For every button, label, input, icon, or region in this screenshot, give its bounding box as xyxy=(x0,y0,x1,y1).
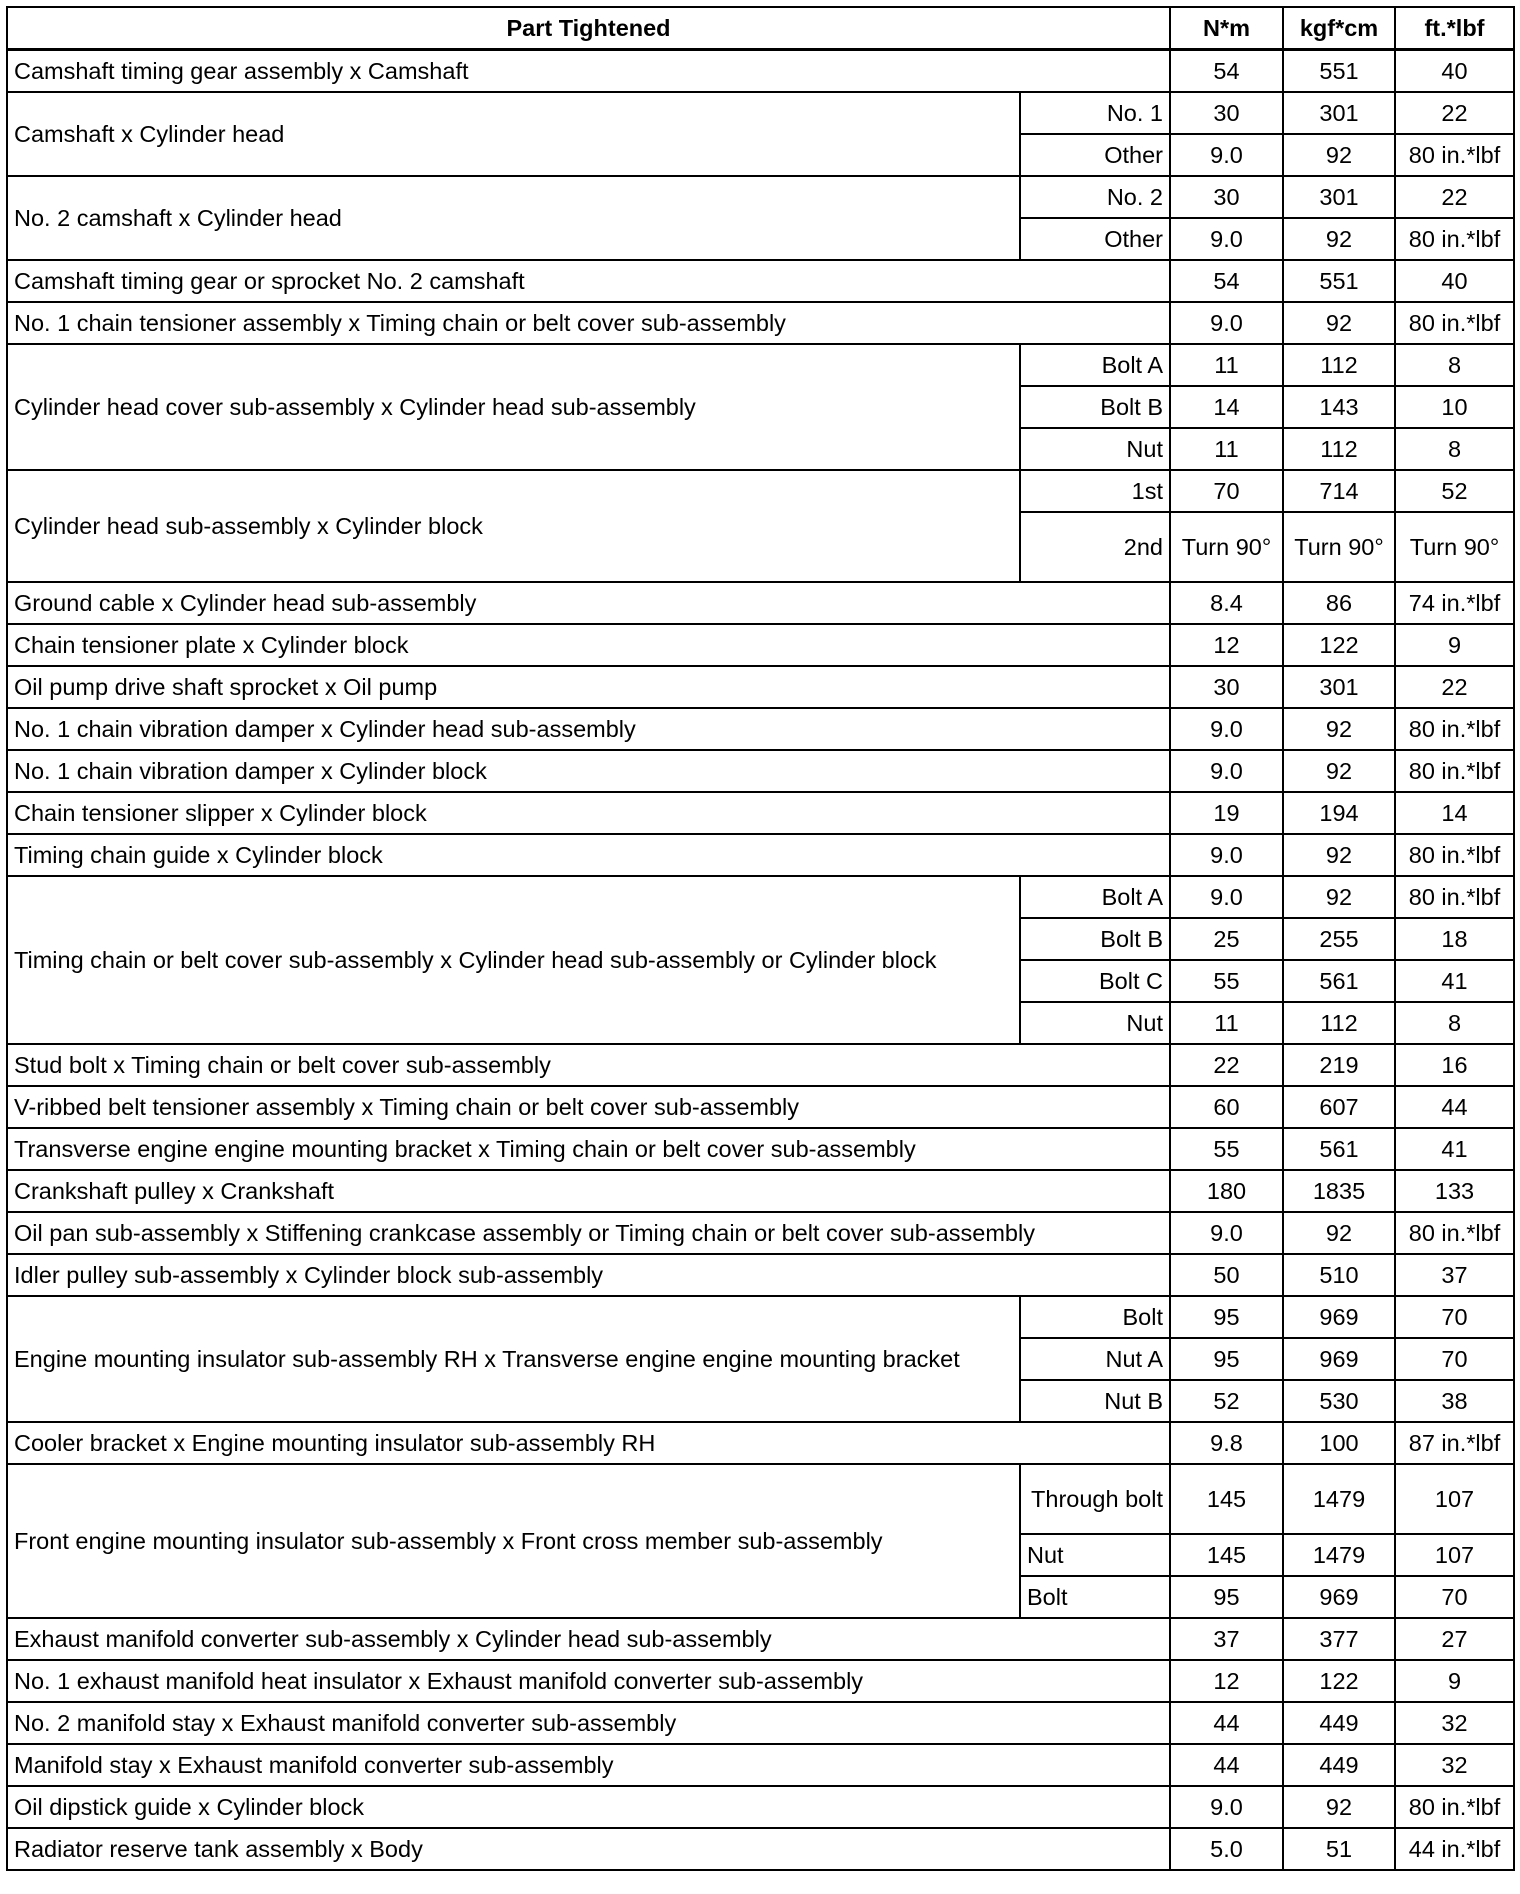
torque-kgf-cm-cell: 86 xyxy=(1283,582,1395,624)
torque-ft-lbf-cell: 80 in.*lbf xyxy=(1395,1212,1514,1254)
torque-nm-cell: 95 xyxy=(1170,1576,1283,1618)
table-row xyxy=(7,1828,1514,1870)
torque-kgf-cm-cell: 92 xyxy=(1283,876,1395,918)
part-name-cell: Crankshaft pulley x Crankshaft xyxy=(7,1170,1170,1212)
part-name-cell: Stud bolt x Timing chain or belt cover sub-assembly xyxy=(7,1044,1170,1086)
torque-nm-cell: 9.0 xyxy=(1170,302,1283,344)
part-name-cell: No. 1 chain vibration damper x Cylinder head sub-assembly xyxy=(7,708,1170,750)
fastener-label-cell: Bolt B xyxy=(1020,918,1170,960)
torque-kgf-cm-cell: 100 xyxy=(1283,1422,1395,1464)
torque-ft-lbf-cell: 80 in.*lbf xyxy=(1395,750,1514,792)
torque-kgf-cm-cell: 112 xyxy=(1283,1002,1395,1044)
torque-ft-lbf-cell: 27 xyxy=(1395,1618,1514,1660)
torque-kgf-cm-cell: 143 xyxy=(1283,386,1395,428)
header-kgf-cm: kgf*cm xyxy=(1283,7,1395,50)
table-row xyxy=(7,1422,1514,1464)
fastener-label-cell: Bolt xyxy=(1020,1296,1170,1338)
part-name-cell: Oil dipstick guide x Cylinder block xyxy=(7,1786,1170,1828)
table-row xyxy=(7,750,1514,792)
torque-nm-cell: 52 xyxy=(1170,1380,1283,1422)
torque-kgf-cm-cell: 551 xyxy=(1283,50,1395,93)
torque-nm-cell: 54 xyxy=(1170,260,1283,302)
torque-nm-cell: 95 xyxy=(1170,1296,1283,1338)
torque-ft-lbf-cell: 80 in.*lbf xyxy=(1395,218,1514,260)
torque-kgf-cm-cell: 219 xyxy=(1283,1044,1395,1086)
torque-ft-lbf-cell: 32 xyxy=(1395,1702,1514,1744)
torque-ft-lbf-cell: 133 xyxy=(1395,1170,1514,1212)
torque-nm-cell: 9.0 xyxy=(1170,876,1283,918)
part-name-cell: Front engine mounting insulator sub-assembly x Front cross member sub-assembly xyxy=(7,1464,1020,1618)
table-row xyxy=(7,582,1514,624)
torque-kgf-cm-cell: 510 xyxy=(1283,1254,1395,1296)
torque-kgf-cm-cell: 1479 xyxy=(1283,1534,1395,1576)
table-row xyxy=(7,876,1514,918)
table-body xyxy=(7,50,1514,1871)
torque-kgf-cm-cell: 969 xyxy=(1283,1576,1395,1618)
table-row xyxy=(7,666,1514,708)
torque-ft-lbf-cell: 38 xyxy=(1395,1380,1514,1422)
torque-ft-lbf-cell: 80 in.*lbf xyxy=(1395,876,1514,918)
torque-ft-lbf-cell: 18 xyxy=(1395,918,1514,960)
torque-nm-cell: 30 xyxy=(1170,666,1283,708)
table-row xyxy=(7,1254,1514,1296)
torque-ft-lbf-cell: Turn 90° xyxy=(1395,512,1514,582)
part-name-cell: Transverse engine engine mounting bracket x Timing chain or belt cover sub-assembly xyxy=(7,1128,1170,1170)
torque-nm-cell: 9.0 xyxy=(1170,834,1283,876)
torque-kgf-cm-cell: 92 xyxy=(1283,1212,1395,1254)
part-name-cell: Oil pan sub-assembly x Stiffening crankcase assembly or Timing chain or belt cover sub-assembly xyxy=(7,1212,1170,1254)
torque-nm-cell: 12 xyxy=(1170,624,1283,666)
fastener-label-cell: Other xyxy=(1020,134,1170,176)
torque-ft-lbf-cell: 9 xyxy=(1395,1660,1514,1702)
table-row xyxy=(7,50,1514,93)
fastener-label-cell: Bolt A xyxy=(1020,876,1170,918)
part-name-cell: Timing chain or belt cover sub-assembly x Cylinder head sub-assembly or Cylinder block xyxy=(7,876,1020,1044)
table-row xyxy=(7,624,1514,666)
torque-kgf-cm-cell: 255 xyxy=(1283,918,1395,960)
table-row xyxy=(7,176,1514,218)
torque-nm-cell: 19 xyxy=(1170,792,1283,834)
fastener-label-cell: Nut B xyxy=(1020,1380,1170,1422)
torque-ft-lbf-cell: 16 xyxy=(1395,1044,1514,1086)
torque-specification-table xyxy=(6,6,1515,1871)
part-name-cell: No. 1 chain vibration damper x Cylinder block xyxy=(7,750,1170,792)
part-name-cell: Engine mounting insulator sub-assembly RH x Transverse engine engine mounting bracket xyxy=(7,1296,1020,1422)
torque-nm-cell: 95 xyxy=(1170,1338,1283,1380)
torque-kgf-cm-cell: 92 xyxy=(1283,302,1395,344)
header-nm: N*m xyxy=(1170,7,1283,50)
torque-kgf-cm-cell: 449 xyxy=(1283,1702,1395,1744)
part-name-cell: Oil pump drive shaft sprocket x Oil pump xyxy=(7,666,1170,708)
torque-ft-lbf-cell: 80 in.*lbf xyxy=(1395,302,1514,344)
torque-kgf-cm-cell: 92 xyxy=(1283,218,1395,260)
torque-kgf-cm-cell: 301 xyxy=(1283,666,1395,708)
torque-nm-cell: 145 xyxy=(1170,1464,1283,1534)
table-row xyxy=(7,1618,1514,1660)
torque-ft-lbf-cell: 41 xyxy=(1395,960,1514,1002)
fastener-label-cell: 1st xyxy=(1020,470,1170,512)
table-row xyxy=(7,1296,1514,1338)
torque-kgf-cm-cell: 607 xyxy=(1283,1086,1395,1128)
torque-nm-cell: 9.0 xyxy=(1170,134,1283,176)
table-row xyxy=(7,1660,1514,1702)
table-row xyxy=(7,344,1514,386)
part-name-cell: Camshaft x Cylinder head xyxy=(7,92,1020,176)
table-row xyxy=(7,708,1514,750)
torque-kgf-cm-cell: 301 xyxy=(1283,176,1395,218)
header-part-tightened: Part Tightened xyxy=(7,7,1170,50)
torque-nm-cell: 11 xyxy=(1170,1002,1283,1044)
torque-nm-cell: 9.0 xyxy=(1170,1786,1283,1828)
torque-ft-lbf-cell: 41 xyxy=(1395,1128,1514,1170)
fastener-label-cell: Bolt B xyxy=(1020,386,1170,428)
fastener-label-cell: No. 1 xyxy=(1020,92,1170,134)
torque-nm-cell: 11 xyxy=(1170,428,1283,470)
torque-nm-cell: 22 xyxy=(1170,1044,1283,1086)
torque-ft-lbf-cell: 80 in.*lbf xyxy=(1395,134,1514,176)
fastener-label-cell: Bolt xyxy=(1020,1576,1170,1618)
torque-ft-lbf-cell: 32 xyxy=(1395,1744,1514,1786)
torque-ft-lbf-cell: 8 xyxy=(1395,428,1514,470)
torque-nm-cell: 37 xyxy=(1170,1618,1283,1660)
part-name-cell: Exhaust manifold converter sub-assembly x Cylinder head sub-assembly xyxy=(7,1618,1170,1660)
torque-kgf-cm-cell: 92 xyxy=(1283,134,1395,176)
fastener-label-cell: Bolt C xyxy=(1020,960,1170,1002)
torque-ft-lbf-cell: 70 xyxy=(1395,1576,1514,1618)
fastener-label-cell: Bolt A xyxy=(1020,344,1170,386)
table-row xyxy=(7,302,1514,344)
part-name-cell: V-ribbed belt tensioner assembly x Timing chain or belt cover sub-assembly xyxy=(7,1086,1170,1128)
torque-kgf-cm-cell: 1835 xyxy=(1283,1170,1395,1212)
table-row xyxy=(7,1702,1514,1744)
torque-ft-lbf-cell: 107 xyxy=(1395,1534,1514,1576)
torque-nm-cell: 9.0 xyxy=(1170,750,1283,792)
torque-ft-lbf-cell: 80 in.*lbf xyxy=(1395,834,1514,876)
table-header-row xyxy=(7,7,1514,50)
part-name-cell: Cylinder head sub-assembly x Cylinder block xyxy=(7,470,1020,582)
torque-kgf-cm-cell: 194 xyxy=(1283,792,1395,834)
torque-nm-cell: 70 xyxy=(1170,470,1283,512)
part-name-cell: No. 1 exhaust manifold heat insulator x Exhaust manifold converter sub-assembly xyxy=(7,1660,1170,1702)
torque-nm-cell: 12 xyxy=(1170,1660,1283,1702)
torque-ft-lbf-cell: 10 xyxy=(1395,386,1514,428)
torque-ft-lbf-cell: 40 xyxy=(1395,260,1514,302)
torque-kgf-cm-cell: 51 xyxy=(1283,1828,1395,1870)
torque-ft-lbf-cell: 22 xyxy=(1395,92,1514,134)
torque-kgf-cm-cell: 122 xyxy=(1283,624,1395,666)
torque-ft-lbf-cell: 8 xyxy=(1395,344,1514,386)
fastener-label-cell: Through bolt xyxy=(1020,1464,1170,1534)
torque-nm-cell: 60 xyxy=(1170,1086,1283,1128)
fastener-label-cell: Nut xyxy=(1020,1002,1170,1044)
part-name-cell: Radiator reserve tank assembly x Body xyxy=(7,1828,1170,1870)
torque-kgf-cm-cell: 530 xyxy=(1283,1380,1395,1422)
table-row xyxy=(7,834,1514,876)
torque-ft-lbf-cell: 44 xyxy=(1395,1086,1514,1128)
table-row xyxy=(7,1212,1514,1254)
torque-nm-cell: 25 xyxy=(1170,918,1283,960)
torque-kgf-cm-cell: 122 xyxy=(1283,1660,1395,1702)
fastener-label-cell: Nut A xyxy=(1020,1338,1170,1380)
table-row xyxy=(7,792,1514,834)
torque-nm-cell: 14 xyxy=(1170,386,1283,428)
table-row xyxy=(7,1786,1514,1828)
torque-nm-cell: 9.0 xyxy=(1170,218,1283,260)
torque-ft-lbf-cell: 70 xyxy=(1395,1338,1514,1380)
torque-ft-lbf-cell: 44 in.*lbf xyxy=(1395,1828,1514,1870)
table-row xyxy=(7,1744,1514,1786)
torque-kgf-cm-cell: 112 xyxy=(1283,428,1395,470)
table-row xyxy=(7,1464,1514,1534)
torque-nm-cell: 30 xyxy=(1170,176,1283,218)
torque-kgf-cm-cell: 301 xyxy=(1283,92,1395,134)
torque-ft-lbf-cell: 52 xyxy=(1395,470,1514,512)
torque-nm-cell: 54 xyxy=(1170,50,1283,93)
torque-ft-lbf-cell: 40 xyxy=(1395,50,1514,93)
torque-ft-lbf-cell: 37 xyxy=(1395,1254,1514,1296)
torque-ft-lbf-cell: 22 xyxy=(1395,666,1514,708)
torque-nm-cell: Turn 90° xyxy=(1170,512,1283,582)
fastener-label-cell: Nut xyxy=(1020,1534,1170,1576)
torque-ft-lbf-cell: 8 xyxy=(1395,1002,1514,1044)
part-name-cell: Cylinder head cover sub-assembly x Cylinder head sub-assembly xyxy=(7,344,1020,470)
fastener-label-cell: No. 2 xyxy=(1020,176,1170,218)
torque-kgf-cm-cell: 551 xyxy=(1283,260,1395,302)
table-row xyxy=(7,470,1514,512)
torque-nm-cell: 44 xyxy=(1170,1702,1283,1744)
part-name-cell: No. 1 chain tensioner assembly x Timing chain or belt cover sub-assembly xyxy=(7,302,1170,344)
torque-nm-cell: 5.0 xyxy=(1170,1828,1283,1870)
torque-nm-cell: 180 xyxy=(1170,1170,1283,1212)
part-name-cell: Camshaft timing gear or sprocket No. 2 camshaft xyxy=(7,260,1170,302)
torque-ft-lbf-cell: 80 in.*lbf xyxy=(1395,1786,1514,1828)
fastener-label-cell: 2nd xyxy=(1020,512,1170,582)
torque-nm-cell: 55 xyxy=(1170,960,1283,1002)
torque-nm-cell: 9.8 xyxy=(1170,1422,1283,1464)
torque-kgf-cm-cell: 112 xyxy=(1283,344,1395,386)
part-name-cell: Ground cable x Cylinder head sub-assembly xyxy=(7,582,1170,624)
torque-nm-cell: 30 xyxy=(1170,92,1283,134)
torque-nm-cell: 8.4 xyxy=(1170,582,1283,624)
torque-ft-lbf-cell: 22 xyxy=(1395,176,1514,218)
part-name-cell: No. 2 camshaft x Cylinder head xyxy=(7,176,1020,260)
part-name-cell: Camshaft timing gear assembly x Camshaft xyxy=(7,50,1170,93)
torque-ft-lbf-cell: 107 xyxy=(1395,1464,1514,1534)
torque-ft-lbf-cell: 87 in.*lbf xyxy=(1395,1422,1514,1464)
torque-kgf-cm-cell: 377 xyxy=(1283,1618,1395,1660)
part-name-cell: Timing chain guide x Cylinder block xyxy=(7,834,1170,876)
torque-ft-lbf-cell: 80 in.*lbf xyxy=(1395,708,1514,750)
torque-kgf-cm-cell: 92 xyxy=(1283,1786,1395,1828)
torque-kgf-cm-cell: 561 xyxy=(1283,1128,1395,1170)
torque-kgf-cm-cell: 969 xyxy=(1283,1296,1395,1338)
table-row xyxy=(7,1086,1514,1128)
header-ft-lbf: ft.*lbf xyxy=(1395,7,1514,50)
torque-kgf-cm-cell: 561 xyxy=(1283,960,1395,1002)
table-row xyxy=(7,1044,1514,1086)
part-name-cell: Cooler bracket x Engine mounting insulator sub-assembly RH xyxy=(7,1422,1170,1464)
torque-nm-cell: 9.0 xyxy=(1170,1212,1283,1254)
table-row xyxy=(7,1170,1514,1212)
torque-kgf-cm-cell: 92 xyxy=(1283,750,1395,792)
torque-nm-cell: 145 xyxy=(1170,1534,1283,1576)
torque-kgf-cm-cell: 92 xyxy=(1283,834,1395,876)
torque-nm-cell: 11 xyxy=(1170,344,1283,386)
part-name-cell: No. 2 manifold stay x Exhaust manifold converter sub-assembly xyxy=(7,1702,1170,1744)
torque-ft-lbf-cell: 70 xyxy=(1395,1296,1514,1338)
torque-nm-cell: 50 xyxy=(1170,1254,1283,1296)
part-name-cell: Manifold stay x Exhaust manifold converter sub-assembly xyxy=(7,1744,1170,1786)
torque-nm-cell: 44 xyxy=(1170,1744,1283,1786)
torque-kgf-cm-cell: 969 xyxy=(1283,1338,1395,1380)
fastener-label-cell: Other xyxy=(1020,218,1170,260)
torque-nm-cell: 9.0 xyxy=(1170,708,1283,750)
part-name-cell: Chain tensioner plate x Cylinder block xyxy=(7,624,1170,666)
table-row xyxy=(7,1128,1514,1170)
torque-kgf-cm-cell: Turn 90° xyxy=(1283,512,1395,582)
table-row xyxy=(7,92,1514,134)
part-name-cell: Chain tensioner slipper x Cylinder block xyxy=(7,792,1170,834)
torque-kgf-cm-cell: 92 xyxy=(1283,708,1395,750)
torque-ft-lbf-cell: 14 xyxy=(1395,792,1514,834)
torque-nm-cell: 55 xyxy=(1170,1128,1283,1170)
table-row xyxy=(7,260,1514,302)
part-name-cell: Idler pulley sub-assembly x Cylinder block sub-assembly xyxy=(7,1254,1170,1296)
torque-ft-lbf-cell: 74 in.*lbf xyxy=(1395,582,1514,624)
torque-kgf-cm-cell: 714 xyxy=(1283,470,1395,512)
torque-kgf-cm-cell: 449 xyxy=(1283,1744,1395,1786)
torque-ft-lbf-cell: 9 xyxy=(1395,624,1514,666)
fastener-label-cell: Nut xyxy=(1020,428,1170,470)
torque-kgf-cm-cell: 1479 xyxy=(1283,1464,1395,1534)
